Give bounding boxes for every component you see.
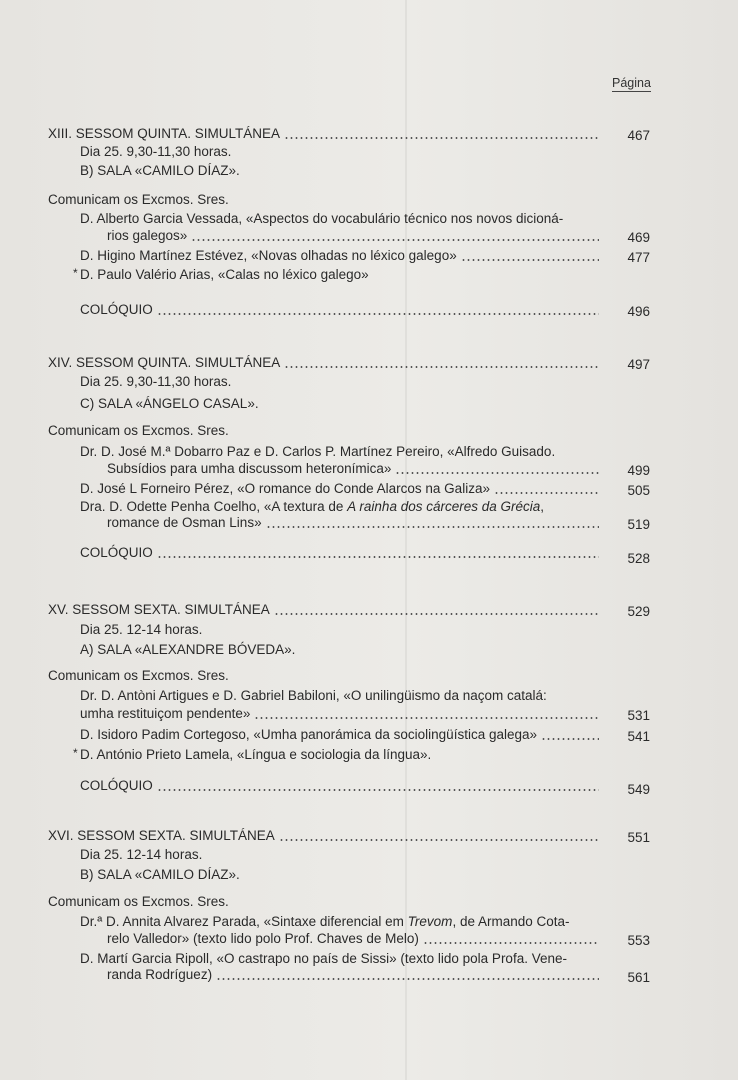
page-number: 519: [627, 517, 650, 532]
entry-text: ,: [540, 499, 545, 514]
entry-text: romance de Osman Lins»: [107, 515, 262, 530]
session-room: A) SALA «ALEXANDRE BÓVEDA».: [80, 642, 296, 657]
entry-line-continued: [107, 967, 603, 983]
comunicam-label: Comunicam os Excmos. Sres.: [48, 668, 229, 683]
section-heading-xvi: [48, 828, 603, 844]
entry-line: Dr. D. José M.ª Dobarro Paz e D. Carlos P. Martínez Pereiro, «Alfredo Guisado.: [80, 444, 556, 459]
page-number: 496: [627, 304, 650, 319]
section-heading-xiii: [48, 126, 603, 142]
section-heading-text: XIII. SESSOM QUINTA. SIMULTÁNEA: [48, 126, 281, 141]
entry-line: D. António Prieto Lamela, «Língua e sociologia da língua».: [80, 747, 432, 762]
coloquio-label: COLÓQUIO: [80, 778, 153, 793]
dot-leader: [395, 472, 599, 474]
entry-line: D. Martí Garcia Ripoll, «O castrapo no país de Sissi» (texto lido pola Profa. Vene-: [80, 951, 567, 966]
entry-line: D. Alberto Garcia Vessada, «Aspectos do vocabulário técnico nos novos dicioná-: [80, 211, 564, 226]
dot-leader: [284, 366, 599, 368]
entry-line-continued: [107, 515, 603, 531]
entry-line: Dr. D. Antòni Artigues e D. Gabriel Babiloni, «O unilingüismo da naçom catalá:: [80, 688, 547, 703]
section-heading-text: XV. SESSOM SEXTA. SIMULTÁNEA: [48, 602, 270, 617]
entry-line-continued: [80, 706, 603, 722]
page-number: 528: [627, 551, 650, 566]
entry-line-continued: [107, 461, 603, 477]
coloquio-label: COLÓQUIO: [80, 545, 153, 560]
page-number: 529: [627, 604, 650, 619]
session-date: Dia 25. 12-14 horas.: [80, 847, 203, 862]
dot-leader: [157, 313, 599, 315]
dot-leader: [541, 738, 599, 740]
coloquio-line: [80, 545, 603, 561]
entry-text: relo Valledor» (texto lido polo Prof. Chaves de Melo): [107, 931, 419, 946]
page-number: 497: [627, 357, 650, 372]
dot-leader: [423, 942, 599, 944]
asterisk-mark: *: [73, 266, 78, 280]
entry-line: [80, 727, 603, 743]
dot-leader: [494, 492, 599, 494]
page-number: 467: [627, 128, 650, 143]
page-number: 499: [627, 463, 650, 478]
dot-leader: [279, 839, 599, 841]
session-date: Dia 25. 9,30-11,30 horas.: [80, 144, 232, 159]
page-number: 469: [627, 230, 650, 245]
entry-line: [80, 481, 603, 497]
session-date: Dia 25. 9,30-11,30 horas.: [80, 374, 232, 389]
entry-text: Subsídios para umha discussom heteronímica»: [107, 461, 392, 476]
session-room: B) SALA «CAMILO DÍAZ».: [80, 867, 240, 882]
page-number: 505: [627, 483, 650, 498]
comunicam-label: Comunicam os Excmos. Sres.: [48, 192, 229, 207]
entry-text: D. Higino Martínez Estévez, «Novas olhadas no léxico galego»: [80, 248, 457, 263]
page-number: 541: [627, 729, 650, 744]
dot-leader: [461, 259, 599, 261]
entry-line-continued: [107, 931, 603, 947]
page-number: 531: [627, 708, 650, 723]
entry-text: rios galegos»: [107, 228, 188, 243]
page-number: 549: [627, 782, 650, 797]
dot-leader: [274, 613, 599, 615]
dot-leader: [284, 137, 599, 139]
coloquio-label: COLÓQUIO: [80, 302, 153, 317]
entry-title-italic: Trevom: [407, 914, 453, 929]
page-number: 553: [627, 933, 650, 948]
page-number: 551: [627, 830, 650, 845]
entry-text: Dr.ª D. Annita Alvarez Parada, «Sintaxe diferencial em: [80, 914, 408, 929]
section-heading-xv: [48, 602, 603, 618]
page-number: 561: [627, 970, 650, 985]
entry-line-continued: [107, 228, 603, 244]
dot-leader: [191, 239, 599, 241]
comunicam-label: Comunicam os Excmos. Sres.: [48, 894, 229, 909]
entry-line: [80, 248, 603, 264]
entry-line: [80, 499, 544, 515]
entry-text: umha restituiçom pendente»: [80, 706, 251, 721]
entry-text: D. José L Forneiro Pérez, «O romance do Conde Alarcos na Galiza»: [80, 481, 490, 496]
dot-leader: [157, 556, 599, 558]
coloquio-line: [80, 778, 603, 794]
entry-text: , de Armando Cota-: [452, 914, 570, 929]
comunicam-label: Comunicam os Excmos. Sres.: [48, 423, 229, 438]
section-heading-xiv: [48, 355, 603, 371]
entry-text: D. Isidoro Padim Cortegoso, «Umha panorámica da sociolingüística galega»: [80, 727, 537, 742]
coloquio-line: [80, 302, 603, 318]
section-heading-text: XVI. SESSOM SEXTA. SIMULTÁNEA: [48, 828, 275, 843]
column-header-pagina: Página: [612, 76, 651, 90]
session-room: B) SALA «CAMILO DÍAZ».: [80, 163, 240, 178]
page-number: 477: [627, 250, 650, 265]
dot-leader: [157, 789, 599, 791]
dot-leader: [254, 717, 599, 719]
entry-line: D. Paulo Valério Arias, «Calas no léxico galego»: [80, 267, 369, 282]
entry-line: [80, 914, 570, 930]
session-date: Dia 25. 12-14 horas.: [80, 622, 203, 637]
entry-text: randa Rodríguez): [107, 967, 213, 982]
section-heading-text: XIV. SESSOM QUINTA. SIMULTÁNEA: [48, 355, 281, 370]
entry-text: Dra. D. Odette Penha Coelho, «A textura de: [80, 499, 348, 514]
entry-title-italic: A rainha dos cárceres da Grécia: [347, 499, 541, 514]
dot-leader: [266, 526, 599, 528]
asterisk-mark: *: [73, 746, 78, 760]
dot-leader: [216, 978, 599, 980]
session-room: C) SALA «ÁNGELO CASAL».: [80, 396, 259, 411]
